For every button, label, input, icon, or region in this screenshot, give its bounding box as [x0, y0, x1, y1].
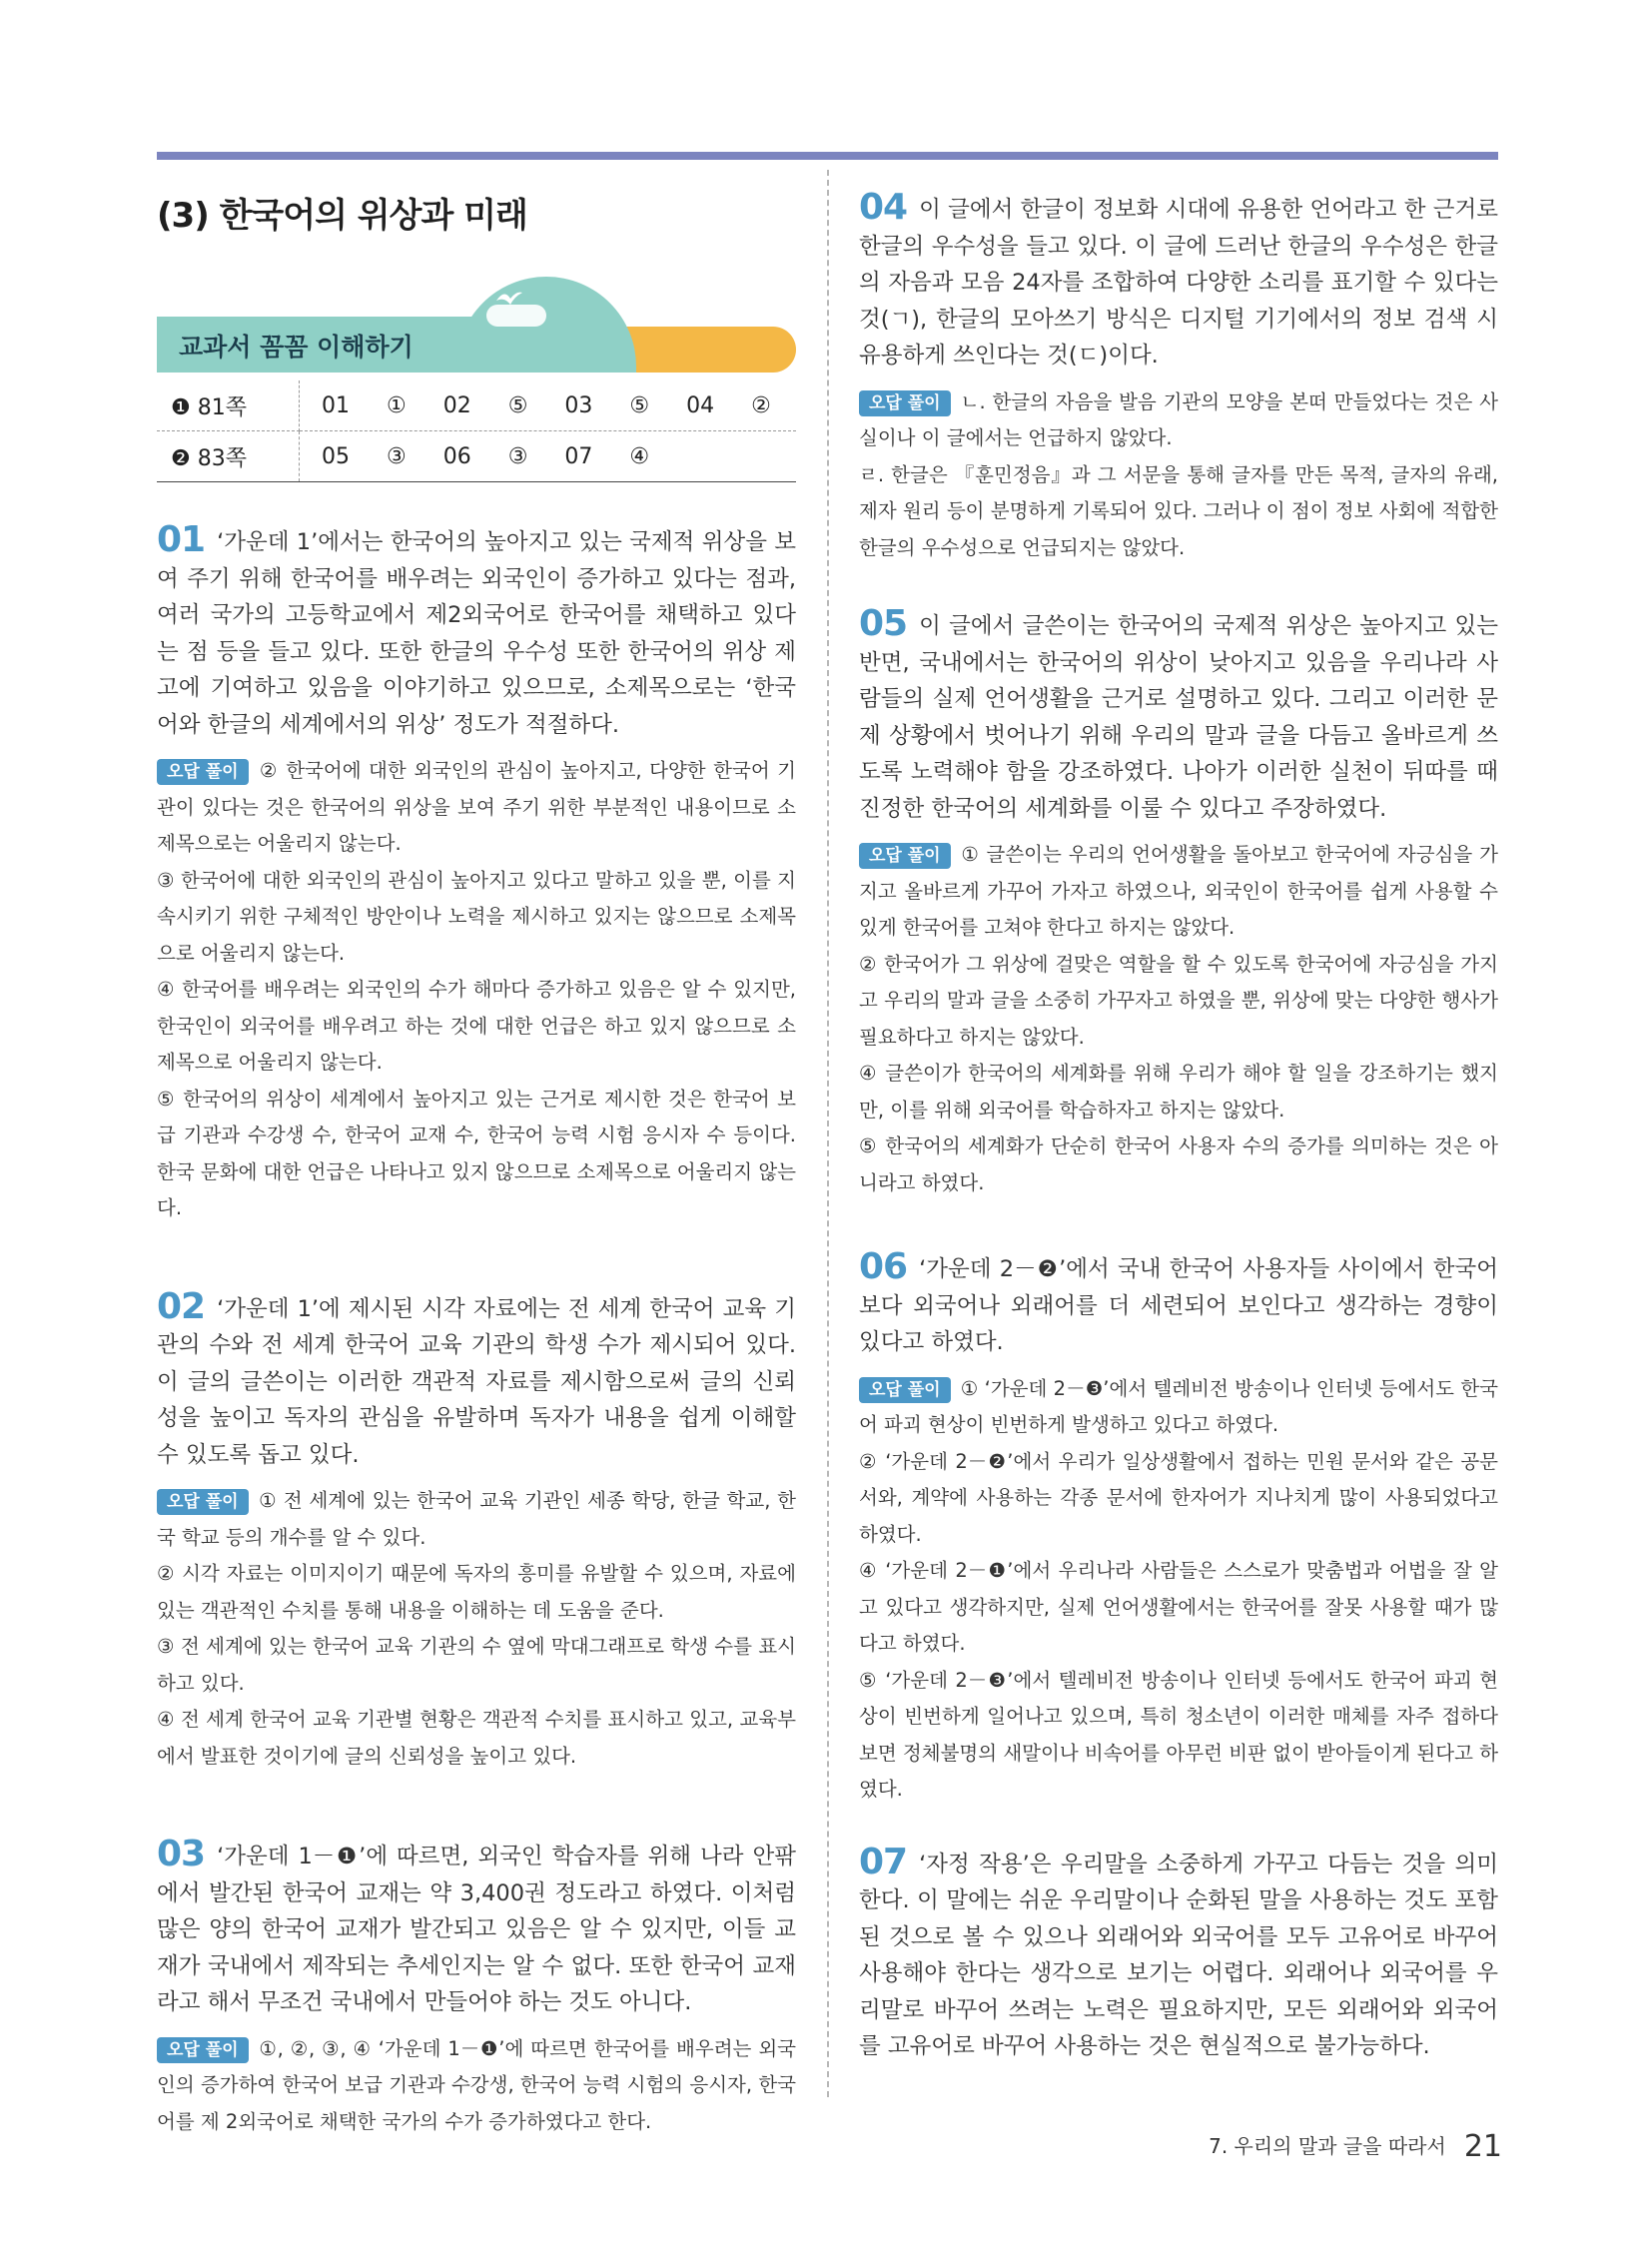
- explanation-item: ③ 한국어에 대한 외국인의 관심이 높아지고 있다고 말하고 있을 뿐, 이를 지속시키기 위한 구체적인 방안이나 노력을 제시하고 있지는 않으므로 소제목으로 어울리지 않는다.: [157, 868, 796, 965]
- explanation-item: ⑤ ‘가운데 2－❸’에서 텔레비전 방송이나 인터넷 등에서도 한국어 파괴 현상이 빈번하게 일어나고 있으며, 특히 청소년이 이러한 매체를 자주 접하다 보면 정체불명의 새말이나 비속어를 아무런 비판 없이 받아들이게 된다고 하였다.: [859, 1668, 1498, 1801]
- top-rule: [157, 152, 1498, 160]
- explanation-item: ④ 글쓴이가 한국어의 세계화를 위해 우리가 해야 할 일을 강조하기는 했지만, 이를 위해 외국어를 학습하자고 하지는 않았다.: [859, 1062, 1498, 1121]
- question-text: ‘자정 작용’은 우리말을 소중하게 가꾸고 다듬는 것을 의미한다. 이 말에는 쉬운 우리말이나 순화된 말을 사용하는 것도 포함된 것으로 볼 수 있으나 외래어와 외국어를 모두 고유어로 바꾸어 사용해야 한다는 생각으로 보기는 어렵다. 외래어나 외국어를 우리말로 바꾸어 쓰려는 노력은 필요하지만, 모든 외래어와 외국어를 고유어로 바꾸어 사용하는 것은 현실적으로 불가능하다.: [859, 1851, 1498, 2059]
- explanation-item: ② 한국어에 대한 외국인의 관심이 높아지고, 다양한 한국어 기관이 있다는 것은 한국어의 위상을 보여 주기 위한 부분적인 내용이므로 소제목으로는 어울리지 않는다.: [157, 759, 796, 855]
- question-number: 06: [859, 1246, 908, 1287]
- question-03: [157, 1834, 796, 2021]
- question-01: [157, 519, 796, 743]
- answer-items: 05 ③ 06 ③ 07 ④: [300, 431, 797, 482]
- explanation-item: ② 한국어가 그 위상에 걸맞은 역할을 할 수 있도록 한국어에 자긍심을 가지고 우리의 말과 글을 소중히 가꾸자고 하였을 뿐, 위상에 맞는 다양한 행사가 필요하다고 하지는 않았다.: [859, 952, 1498, 1049]
- question-06: [859, 1246, 1498, 1361]
- answer-row: [157, 431, 796, 482]
- explanation-item: ① 글쓴이는 우리의 언어생활을 돌아보고 한국어에 자긍심을 가지고 올바르게 가꾸어 가자고 하였으나, 외국인이 한국어를 쉽게 사용할 수 있게 한국어를 고쳐야 한다고 하지는 않았다.: [859, 843, 1498, 939]
- explanation-item: ①, ②, ③, ④ ‘가운데 1－❶’에 따르면 한국어를 배우려는 외국인의 증가하여 한국어 보급 기관과 수강생, 한국어 능력 시험의 응시자, 한국어를 제 2외국어로 채택한 국가의 수가 증가하였다고 한다.: [157, 2036, 796, 2133]
- explanation-item: ③ 전 세계에 있는 한국어 교육 기관의 수 옆에 막대그래프로 학생 수를 표시하고 있다.: [157, 1635, 796, 1695]
- answer-page: ❷ 83쪽: [157, 431, 300, 482]
- wrong-answer-tag: 오답 풀이: [157, 1489, 249, 1515]
- question-number: 04: [859, 187, 908, 228]
- question-text: ‘가운데 2－❷’에서 국내 한국어 사용자들 사이에서 한국어보다 외국어나 외래어를 더 세련되어 보인다고 생각하는 경향이 있다고 하였다.: [859, 1256, 1498, 1355]
- question-02: [157, 1285, 796, 1474]
- section-title: (3) 한국어의 위상과 미래: [157, 196, 527, 236]
- answer-page: ❶ 81쪽: [157, 380, 300, 431]
- wrong-answer-tag: 오답 풀이: [859, 390, 951, 416]
- banner-label: 교과서 꼼꼼 이해하기: [179, 333, 413, 362]
- right-column: [859, 180, 1498, 2065]
- question-number: 01: [157, 519, 206, 560]
- explanation-item: ② 시각 자료는 이미지이기 때문에 독자의 흥미를 유발할 수 있으며, 자료에 있는 객관적인 수치를 통해 내용을 이해하는 데 도움을 준다.: [157, 1562, 796, 1622]
- explanation-item: ② ‘가운데 2－❷’에서 우리가 일상생활에서 접하는 민원 문서와 같은 공문서와, 계약에 사용하는 각종 문서에 한자어가 지나치게 많이 사용되었다고 하였다.: [859, 1449, 1498, 1546]
- explanation-01: [157, 753, 796, 1227]
- question-text: 이 글에서 한글이 정보화 시대에 유용한 언어라고 한 근거로 한글의 우수성을 들고 있다. 이 글에 드러난 한글의 우수성은 한글의 자음과 모음 24자를 조합하여 다양한 소리를 표기할 수 있다는 것(ㄱ), 한글의 모아쓰기 방식은 디지털 기기에서의 정보 검색 시 유용하게 쓰인다는 것(ㄷ)이다.: [859, 197, 1498, 369]
- wrong-answer-tag: 오답 풀이: [157, 2037, 249, 2063]
- explanation-item: ① 전 세계에 있는 한국어 교육 기관인 세종 학당, 한글 학교, 한국 학교 등의 개수를 알 수 있다.: [157, 1489, 796, 1549]
- banner: [157, 317, 796, 374]
- question-number: 02: [157, 1285, 206, 1327]
- question-number: 05: [859, 603, 908, 644]
- explanation-03: [157, 2031, 796, 2141]
- explanation-05: [859, 837, 1498, 1201]
- question-number: 03: [157, 1834, 206, 1874]
- banner-hill: [456, 277, 636, 373]
- answer-items: 01 ① 02 ⑤ 03 ⑤ 04 ②: [300, 380, 797, 431]
- answer-row: [157, 380, 796, 431]
- left-column: [157, 180, 796, 2140]
- explanation-item: ㄴ. 한글의 자음을 발음 기관의 모양을 본떠 만들었다는 것은 사실이나 이 글에서는 언급하지 않았다.: [859, 389, 1498, 449]
- explanation-item: ⑤ 한국어의 위상이 세계에서 높아지고 있는 근거로 제시한 것은 한국어 보급 기관과 수강생 수, 한국어 교재 수, 한국어 능력 시험 응시자 수 등이다. 한국 문화에 대한 언급은 나타나고 있지 않으므로 소제목으로 어울리지 않는다.: [157, 1087, 796, 1219]
- explanation-item: ④ ‘가운데 2－❶’에서 우리나라 사람들은 스스로가 맞춤법과 어법을 잘 알고 있다고 생각하지만, 실제 언어생활에서는 한국어를 잘못 사용할 때가 많다고 하였다.: [859, 1559, 1498, 1655]
- column-divider: [827, 170, 829, 2097]
- question-07: [859, 1841, 1498, 2065]
- explanation-06: [859, 1371, 1498, 1809]
- question-04: [859, 187, 1498, 374]
- question-05: [859, 603, 1498, 827]
- wrong-answer-tag: 오답 풀이: [157, 759, 249, 785]
- question-text: 이 글에서 글쓴이는 한국어의 국제적 위상은 높아지고 있는 반면, 국내에서는 한국어의 위상이 낮아지고 있음을 우리나라 사람들의 실제 언어생활을 근거로 설명하고 있다. 그리고 이러한 문제 상황에서 벗어나기 위해 우리의 말과 글을 다듬고 올바르게 쓰도록 노력해야 함을 강조하였다. 나아가 이러한 실천이 뒤따를 때 진정한 한국어의 세계화를 이룰 수 있다고 주장하였다.: [859, 613, 1498, 822]
- explanation-item: ㄹ. 한글은 『훈민정음』과 그 서문을 통해 글자를 만든 목적, 글자의 유래, 제자 원리 등이 분명하게 기록되어 있다. 그러나 이 점이 정보 사회에 적합한 한글의 우수성으로 언급되지는 않았다.: [859, 462, 1498, 559]
- question-text: ‘가운데 1’에 제시된 시각 자료에는 전 세계 한국어 교육 기관의 수와 전 세계 한국어 교육 기관의 학생 수가 제시되어 있다. 이 글의 글쓴이는 이러한 객관적 자료를 제시함으로써 글의 신뢰성을 높이고 독자의 관심을 유발하며 독자가 내용을 쉽게 이해할 수 있도록 돕고 있다.: [157, 1295, 796, 1468]
- wrong-answer-tag: 오답 풀이: [859, 1377, 951, 1403]
- page-number: 21: [1463, 2129, 1502, 2164]
- explanation-item: ④ 전 세계 한국어 교육 기관별 현황은 객관적 수치를 표시하고 있고, 교육부에서 발표한 것이기에 글의 신뢰성을 높이고 있다.: [157, 1708, 796, 1768]
- explanation-02: [157, 1483, 796, 1775]
- page-footer: [1209, 2129, 1502, 2164]
- chapter-title: 7. 우리의 말과 글을 따라서: [1209, 2134, 1446, 2158]
- explanation-04: [859, 384, 1498, 567]
- answer-table: [157, 380, 796, 482]
- explanation-item: ① ‘가운데 2－❸’에서 텔레비전 방송이나 인터넷 등에서도 한국어 파괴 현상이 빈번하게 발생하고 있다고 하였다.: [859, 1376, 1498, 1436]
- question-text: ‘가운데 1－❶’에 따르면, 외국인 학습자를 위해 나라 안팎에서 발간된 한국어 교재는 약 3,400권 정도라고 하였다. 이처럼 많은 양의 한국어 교재가 발간되고 있음은 알 수 있지만, 이들 교재가 국내에서 제작되는 추세인지는 알 수 없다. 또한 한국어 교재라고 해서 무조건 국내에서 만들어야 하는 것도 아니다.: [157, 1844, 796, 2015]
- wrong-answer-tag: 오답 풀이: [859, 843, 951, 869]
- bird-icon: [494, 287, 524, 309]
- question-text: ‘가운데 1’에서는 한국어의 높아지고 있는 국제적 위상을 보여 주기 위해 한국어를 배우려는 외국인이 증가하고 있다는 점과, 여러 국가의 고등학교에서 제2외국어로 한국어를 채택하고 있다는 점 등을 들고 있다. 또한 한글의 우수성 또한 한국어의 위상 제고에 기여하고 있음을 이야기하고 있으므로, 소제목으로는 ‘한국어와 한글의 세계에서의 위상’ 정도가 적절하다.: [157, 529, 796, 738]
- explanation-item: ⑤ 한국어의 세계화가 단순히 한국어 사용자 수의 증가를 의미하는 것은 아니라고 하였다.: [859, 1134, 1498, 1194]
- explanation-item: ④ 한국어를 배우려는 외국인의 수가 해마다 증가하고 있음은 알 수 있지만, 한국인이 외국어를 배우려고 하는 것에 대한 언급은 하고 있지 않으므로 소제목으로 어울리지 않는다.: [157, 978, 796, 1074]
- question-number: 07: [859, 1841, 908, 1882]
- cloud-icon: [626, 301, 696, 325]
